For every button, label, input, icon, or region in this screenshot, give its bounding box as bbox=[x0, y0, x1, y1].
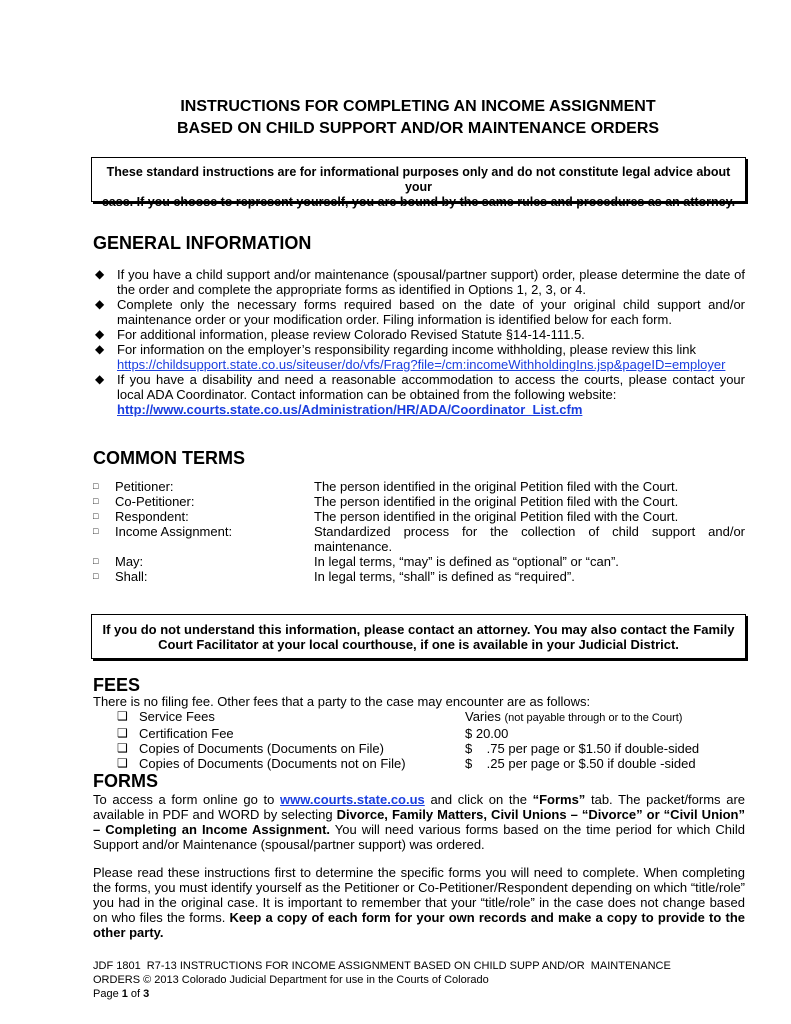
forms-tab-text: “Forms” bbox=[532, 792, 586, 807]
fee-amount: $ .25 per page or $.50 if double -sided bbox=[465, 756, 696, 771]
disclaimer-line-1: These standard instructions are for informational purposes only and do not constitute legal advice about your bbox=[106, 165, 731, 194]
list-item bbox=[117, 756, 717, 771]
text-span: tab. The packet/forms are available in PDF and WORD by selecting bbox=[93, 792, 746, 822]
forms-paragraph-1 bbox=[93, 792, 745, 852]
contact-line-1: If you do not understand this information, please contact an attorney. You may also contact the Family bbox=[102, 622, 735, 637]
fee-amount: $ 20.00 bbox=[465, 726, 509, 741]
diamond-icon: ◆ bbox=[95, 267, 105, 281]
text-span: and click on the bbox=[424, 792, 533, 807]
table-row bbox=[93, 569, 745, 584]
term-definition: In legal terms, “may” is defined as “optional” or “can”. bbox=[314, 554, 619, 569]
page-current: 1 bbox=[121, 988, 128, 1000]
general-information-list bbox=[93, 267, 745, 417]
document-title bbox=[90, 96, 746, 140]
text-span: You will need various forms based on the time period for which Child Support and/or Maintenance (spousal/partner support) was ordered. bbox=[93, 822, 746, 852]
bullet-text: Complete only the necessary forms required based on the date of your original child support and/or maintenance order or your modification order. Filing information is identified below for each form. bbox=[117, 297, 745, 327]
diamond-icon: ◆ bbox=[95, 372, 105, 386]
term-definition: The person identified in the original Petition filed with the Court. bbox=[314, 509, 679, 524]
page-number bbox=[93, 987, 745, 1001]
page-of: of bbox=[127, 988, 144, 1000]
common-terms-table bbox=[93, 479, 745, 584]
fee-amount bbox=[465, 709, 717, 726]
box-glyph-icon: □ bbox=[93, 571, 99, 581]
bullet-text: For information on the employer’s responsibility regarding income withholding, please review this link bbox=[117, 342, 697, 357]
bullet-text: If you have a disability and need a reasonable accommodation to access the courts, please contact your local ADA Coordinator. Contact information can be obtained from the following website: bbox=[117, 372, 745, 402]
keep-copy-text: Keep a copy of each form for your own records and make a copy to provide to the other party. bbox=[93, 910, 745, 940]
table-row bbox=[93, 509, 745, 524]
fees-heading: FEES bbox=[93, 675, 141, 695]
term-name: Income Assignment: bbox=[115, 524, 233, 539]
text-span: Please read these instructions first to determine the specific forms you will need to complete. When completing the forms, you must identify yourself as the Petitioner or Co-Petitioner/Respondent depending on which “title/role” you had in the original case. It is important to remember that your “title/role” in the case does not change based on who files the forms. bbox=[93, 865, 745, 925]
checkbox-icon: ❑ bbox=[117, 756, 128, 770]
disclaimer-line-2: case. If you choose to represent yourself, you are bound by the same rules and procedures as an attorney. bbox=[101, 195, 736, 209]
general-information-heading: GENERAL INFORMATION bbox=[93, 233, 312, 253]
box-glyph-icon: □ bbox=[93, 526, 99, 536]
employer-withholding-link[interactable]: https://childsupport.state.co.us/siteuser/do/vfs/Frag?file=/cm:incomeWithholdingIns.jsp&pageID=employer bbox=[117, 357, 726, 372]
bullet-text: If you have a child support and/or maintenance (spousal/partner support) order, please determine the date of the order and complete the appropriate forms as identified in Options 1, 2, 3, or 4. bbox=[117, 267, 745, 297]
fee-name: Copies of Documents (Documents on File) bbox=[139, 741, 384, 756]
box-glyph-icon: □ bbox=[93, 481, 99, 491]
fee-name: Certification Fee bbox=[139, 726, 234, 741]
table-row bbox=[93, 554, 745, 569]
forms-heading: FORMS bbox=[93, 771, 158, 791]
fee-name: Service Fees bbox=[139, 709, 215, 724]
list-item bbox=[117, 726, 717, 741]
title-line-1: INSTRUCTIONS FOR COMPLETING AN INCOME ASSIGNMENT bbox=[180, 98, 656, 115]
courts-website-link[interactable]: www.courts.state.co.us bbox=[280, 792, 425, 807]
common-terms-heading: COMMON TERMS bbox=[93, 448, 245, 468]
footer-line-1: JDF 1801 R7-13 INSTRUCTIONS FOR INCOME ASSIGNMENT BASED ON CHILD SUPP AND/OR MAINTENANCE bbox=[93, 960, 671, 972]
list-item bbox=[93, 327, 745, 342]
selection-path-text: Divorce, Family Matters, Civil Unions – “Divorce” or “Civil Union” – Completing an Income Assignment. bbox=[93, 807, 746, 837]
list-item bbox=[93, 297, 745, 327]
fee-amount: $ .75 per page or $1.50 if double-sided bbox=[465, 741, 700, 756]
diamond-icon: ◆ bbox=[95, 297, 105, 311]
page-total: 3 bbox=[143, 988, 150, 1000]
list-item bbox=[93, 372, 745, 417]
diamond-icon: ◆ bbox=[95, 327, 105, 341]
fees-list bbox=[117, 709, 717, 771]
fee-name: Copies of Documents (Documents not on File) bbox=[139, 756, 406, 771]
list-item bbox=[117, 709, 717, 726]
term-definition: In legal terms, “shall” is defined as “required”. bbox=[314, 569, 575, 584]
box-glyph-icon: □ bbox=[93, 511, 99, 521]
checkbox-icon: ❑ bbox=[117, 726, 128, 740]
term-definition: The person identified in the original Petition filed with the Court. bbox=[314, 479, 679, 494]
table-row bbox=[93, 494, 745, 509]
footer-line-2: ORDERS © 2013 Colorado Judicial Department for use in the Courts of Colorado bbox=[93, 974, 489, 986]
table-row bbox=[93, 479, 745, 494]
term-name: May: bbox=[115, 554, 144, 569]
list-item bbox=[117, 741, 717, 756]
title-line-2: BASED ON CHILD SUPPORT AND/OR MAINTENANCE ORDERS bbox=[176, 120, 660, 137]
contact-line-2: Court Facilitator at your local courthouse, if one is available in your Judicial District. bbox=[158, 637, 679, 652]
fees-intro: There is no filing fee. Other fees that a party to the case may encounter are as follows: bbox=[93, 694, 591, 709]
term-name: Petitioner: bbox=[115, 479, 174, 494]
term-definition: The person identified in the original Petition filed with the Court. bbox=[314, 494, 679, 509]
fee-note: (not payable through or to the Court) bbox=[504, 712, 683, 724]
ada-coordinator-link[interactable]: http://www.courts.state.co.us/Administration/HR/ADA/Coordinator_List.cfm bbox=[117, 402, 583, 417]
term-definition: Standardized process for the collection of child support and/or maintenance. bbox=[314, 524, 745, 554]
list-item bbox=[93, 267, 745, 297]
page-prefix: Page bbox=[93, 988, 122, 1000]
checkbox-icon: ❑ bbox=[117, 741, 128, 755]
term-name: Shall: bbox=[115, 569, 148, 584]
forms-paragraph-2 bbox=[93, 865, 745, 940]
bullet-text: For additional information, please review Colorado Revised Statute §14-14-111.5. bbox=[117, 327, 585, 342]
disclaimer-box bbox=[91, 157, 746, 209]
fee-amount-value: Varies bbox=[465, 709, 501, 724]
document-footer bbox=[93, 959, 745, 1001]
checkbox-icon: ❑ bbox=[117, 709, 128, 723]
term-name: Co-Petitioner: bbox=[115, 494, 195, 509]
term-name: Respondent: bbox=[115, 509, 189, 524]
diamond-icon: ◆ bbox=[95, 342, 105, 356]
list-item bbox=[93, 342, 745, 372]
table-row bbox=[93, 524, 745, 554]
box-glyph-icon: □ bbox=[93, 556, 99, 566]
text-span: To access a form online go to bbox=[93, 792, 281, 807]
box-glyph-icon: □ bbox=[93, 496, 99, 506]
contact-attorney-box bbox=[91, 614, 746, 659]
